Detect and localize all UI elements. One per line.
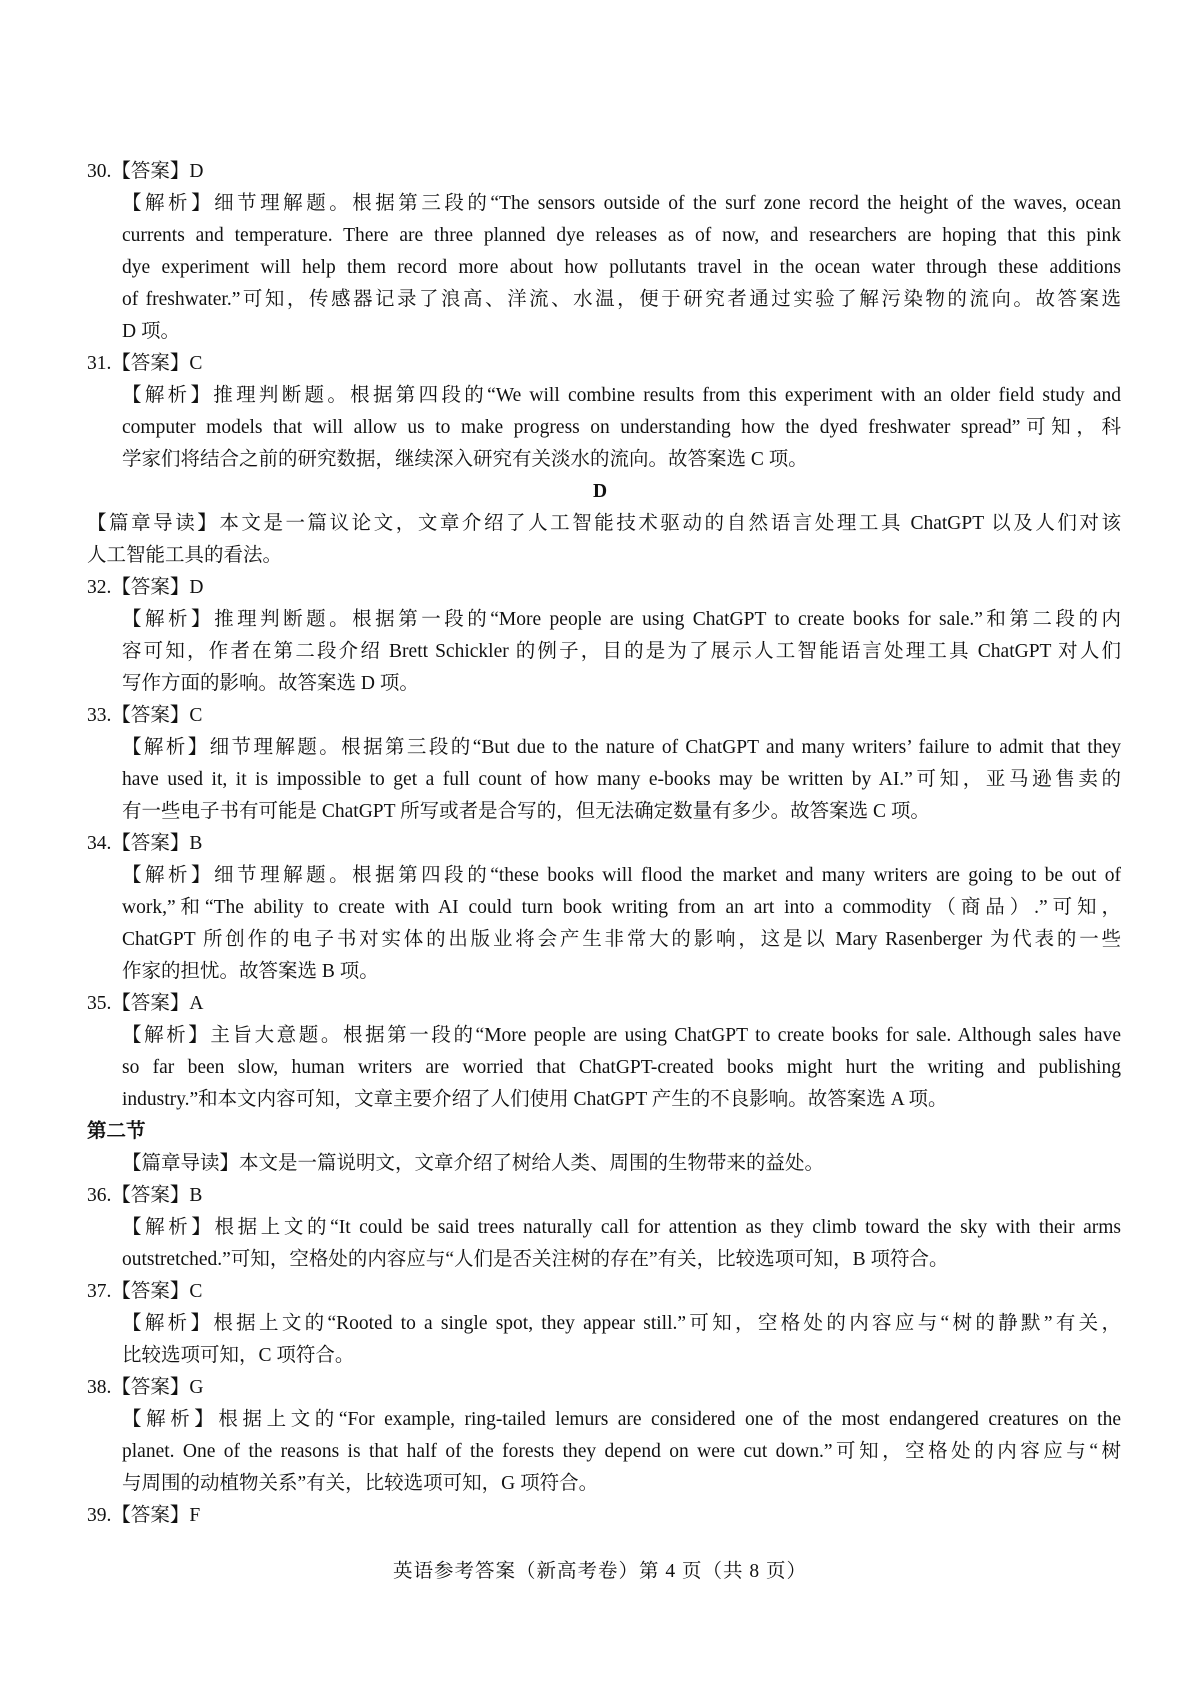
explanation-line: so far been slow, human writers are worried that ChatGPT-created books might hurt the writing and publishing xyxy=(122,1057,1121,1078)
explanation-line: 有一些电子书有可能是 ChatGPT 所写或者是合写的，但无法确定数量有多少。故答案选 C 项。 xyxy=(122,801,930,822)
answer-line: 39.【答案】F xyxy=(87,1505,201,1526)
answer-line: 31.【答案】C xyxy=(87,353,203,374)
answer-line: 33.【答案】C xyxy=(87,705,203,726)
explanation-line: 【解析】细节理解题。根据第四段的“these books will flood the market and many writers are going to be out of xyxy=(122,865,1121,886)
explanation-line: 作家的担忧。故答案选 B 项。 xyxy=(122,961,379,982)
explanation-line: 容可知，作者在第二段介绍 Brett Schickler 的例子，目的是为了展示人工智能语言处理工具 ChatGPT 对人们 xyxy=(122,641,1121,662)
explanation-line: 比较选项可知，C 项符合。 xyxy=(122,1345,355,1366)
explanation-line: 【解析】细节理解题。根据第三段的“But due to the nature of ChatGPT and many writers’ failure to admit that they xyxy=(122,737,1121,758)
answer-line: 38.【答案】G xyxy=(87,1377,204,1398)
explanation-line: 【解析】推理判断题。根据第一段的“More people are using ChatGPT to create books for sale.”和第二段的内 xyxy=(122,609,1121,630)
answer-line: 37.【答案】C xyxy=(87,1281,203,1302)
answer-line: 32.【答案】D xyxy=(87,577,204,598)
explanation-line: have used it, it is impossible to get a full count of how many e-books may be written by AI.”可知，亚马逊售卖的 xyxy=(122,769,1121,790)
page-footer: 英语参考答案（新高考卷）第 4 页（共 8 页） xyxy=(392,1561,807,1582)
explanation-line: work,”和“The ability to create with AI could turn book writing from an art into a commodity（商品）.”可知， xyxy=(122,897,1121,918)
answer-line: 36.【答案】B xyxy=(87,1185,203,1206)
explanation-line: currents and temperature. There are three planned dye releases as of now, and researchers are hoping that this pink xyxy=(122,225,1121,246)
explanation-line: computer models that will allow us to make progress on understanding how the dyed freshwater spread”可知，科 xyxy=(122,417,1121,438)
explanation-line: 【解析】根据上文的“For example, ring-tailed lemurs are considered one of the most endangered creatures on the xyxy=(122,1409,1121,1430)
explanation-line: 学家们将结合之前的研究数据，继续深入研究有关淡水的流向。故答案选 C 项。 xyxy=(122,449,808,470)
answer-line: 34.【答案】B xyxy=(87,833,203,854)
explanation-line: dye experiment will help them record more about how pollutants travel in the ocean water through these additions xyxy=(122,257,1121,278)
explanation-line: planet. One of the reasons is that half of the forests they depend on were cut down.”可知，空格处的内容应与“树 xyxy=(122,1441,1121,1462)
section-heading: 第二节 xyxy=(87,1121,146,1142)
passage-heading: D xyxy=(592,481,608,502)
explanation-line: ChatGPT 所创作的电子书对实体的出版业将会产生非常大的影响，这是以 Mary Rasenberger 为代表的一些 xyxy=(122,929,1121,950)
answer-line: 35.【答案】A xyxy=(87,993,204,1014)
passage-guide-line: 【篇章导读】本文是一篇说明文，文章介绍了树给人类、周围的生物带来的益处。 xyxy=(122,1153,825,1174)
explanation-line: 写作方面的影响。故答案选 D 项。 xyxy=(122,673,419,694)
document-body xyxy=(0,156,1200,1532)
explanation-line: of freshwater.”可知，传感器记录了浪高、洋流、水温，便于研究者通过实验了解污染物的流向。故答案选 xyxy=(122,289,1121,310)
explanation-line: 【解析】推理判断题。根据第四段的“We will combine results from this experiment with an older field study and xyxy=(122,385,1121,406)
explanation-line: D 项。 xyxy=(122,321,180,342)
passage-guide-line: 【篇章导读】本文是一篇议论文，文章介绍了人工智能技术驱动的自然语言处理工具 ChatGPT 以及人们对该 xyxy=(87,513,1121,534)
explanation-line: industry.”和本文内容可知，文章主要介绍了人们使用 ChatGPT 产生的不良影响。故答案选 A 项。 xyxy=(122,1089,948,1110)
explanation-line: 【解析】根据上文的“It could be said trees naturally call for attention as they climb toward the sky with their arms xyxy=(122,1217,1121,1238)
explanation-line: 【解析】根据上文的“Rooted to a single spot, they appear still.”可知，空格处的内容应与“树的静默”有关， xyxy=(122,1313,1121,1334)
explanation-line: 【解析】主旨大意题。根据第一段的“More people are using ChatGPT to create books for sale. Although sales have xyxy=(122,1025,1121,1046)
explanation-line: 与周围的动植物关系”有关，比较选项可知，G 项符合。 xyxy=(122,1473,599,1494)
answer-line: 30.【答案】D xyxy=(87,161,204,182)
explanation-line: outstretched.”可知，空格处的内容应与“人们是否关注树的存在”有关，比较选项可知，B 项符合。 xyxy=(122,1249,949,1270)
explanation-line: 【解析】细节理解题。根据第三段的“The sensors outside of the surf zone record the height of the waves, ocean xyxy=(122,193,1121,214)
passage-guide-line: 人工智能工具的看法。 xyxy=(87,545,283,566)
